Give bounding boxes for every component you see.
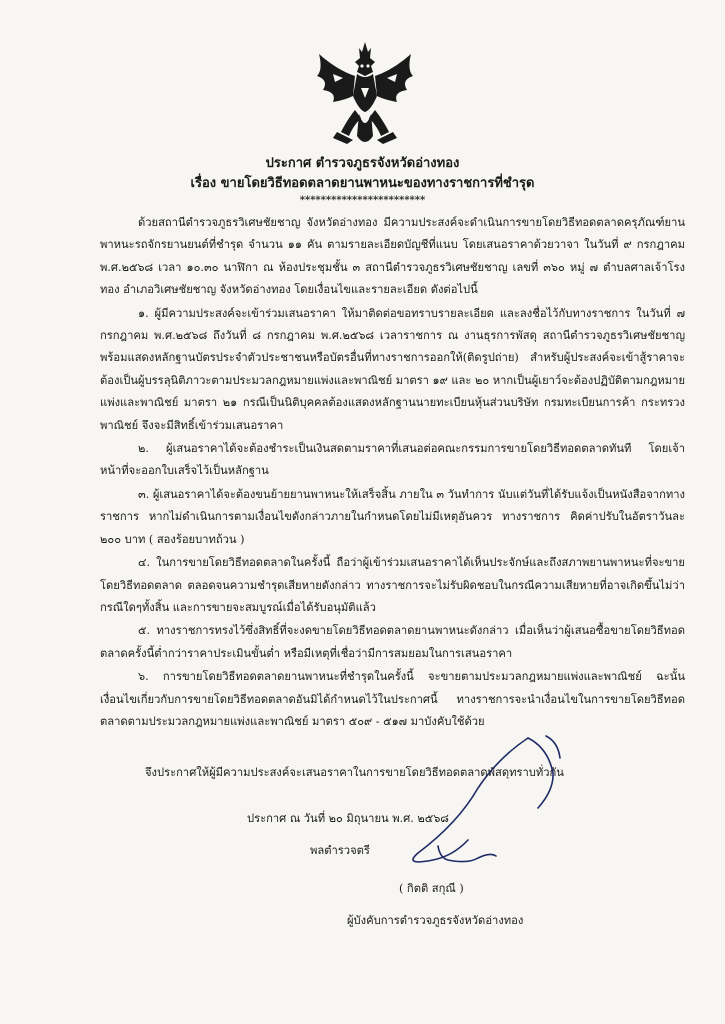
- intro-paragraph: ด้วยสถานีตำรวจภูธรวิเศษชัยชาญ จังหวัดอ่างทอง มีความประสงค์จะดำเนินการขายโดยวิธีทอดตลาดครุภัณฑ์ยานพาหนะรถจักรยานยนต์ที่ชำรุด จำนวน ๑๑ คัน ตามรายละเอียดบัญชีที่แนบ โดยเสนอราคาด้วยวาจา ในวันที่ ๙ กรกฎาคม พ.ศ.๒๕๖๘ เวลา ๑๐.๓๐ นาฬิกา ณ ห้องประชุมชั้น ๓ สถานีตำรวจภูธรวิเศษชัยชาญ เลขที่ ๓๖๐ หมู่ ๗ ตำบลศาลเจ้าโรงทอง อำเภอวิเศษชัยชาญ จังหวัดอ่างทอง โดยเงื่อนไขและรายละเอียด ดังต่อไปนี้: [100, 216, 685, 297]
- signatory-rank: พลตำรวจตรี: [310, 844, 370, 857]
- signatory-position: ผู้บังคับการตำรวจภูธรจังหวัดอ่างทอง: [347, 914, 524, 927]
- clause-4: ๔. ในการขายโดยวิธีทอดตลาดในครั้งนี้ ถือว่าผู้เข้าร่วมเสนอราคาได้เห็นประจักษ์และถึงสภาพยานพาหนะที่จะขายโดยวิธีทอดตลาด ตลอดจนความชำรุดเสียหายดังกล่าว ทางราชการจะไม่รับผิดชอบในกรณีความเสียหายที่อาจเกิดขึ้นไม่ว่ากรณีใดๆทั้งสิ้น และการขายจะสมบูรณ์เมื่อได้รับอนุมัติแล้ว: [100, 556, 685, 614]
- announcement-date: ประกาศ ณ วันที่ ๒๐ มิถุนายน พ.ศ. ๒๕๖๘: [247, 812, 449, 825]
- closing-statement: จึงประกาศให้ผู้มีความประสงค์จะเสนอราคาในการขายโดยวิธีทอดตลาดพัสดุทราบทั่วกัน: [145, 766, 564, 779]
- signatory-name: ( กิตติ สกุณี ): [399, 882, 464, 895]
- clause-1: ๑. ผู้มีความประสงค์จะเข้าร่วมเสนอราคา ให้มาติดต่อขอทราบรายละเอียด และลงชื่อไว้กับทางราชการ ในวันที่ ๗ กรกฎาคม พ.ศ.๒๕๖๘ ถึงวันที่ ๘ กรกฎาคม พ.ศ.๒๕๖๘ เวลาราชการ ณ งานธุรการพัสดุ สถานีตำรวจภูธรวิเศษชัยชาญ พร้อมแสดงหลักฐานบัตรประจำตัวประชาชนหรือบัตรอื่นที่ทางราชการออกให้(ติดรูปถ่าย) สำหรับผู้ประสงค์จะเข้าสู้ราคาจะต้องเป็นผู้บรรลุนิติภาวะตามประมวลกฎหมายแพ่งและพาณิชย์ มาตรา ๑๙ และ ๒๐ หากเป็นผู้เยาว์จะต้องปฏิบัติตามกฎหมายแพ่งและพาณิชย์ มาตรา ๒๑ กรณีเป็นนิติบุคคลต้องแสดงหลักฐานนายทะเบียนหุ้นส่วนบริษัท กรมทะเบียนการค้า กระทรวงพาณิชย์ จึงจะมีสิทธิ์เข้าร่วมเสนอราคา: [100, 306, 685, 432]
- clause-6: ๖. การขายโดยวิธีทอดตลาดยานพาหนะที่ชำรุดในครั้งนี้ จะขายตามประมวลกฎหมายแพ่งและพาณิชย์ ฉะนั้นเงื่อนไขเกี่ยวกับการขายโดยวิธีทอดตลาดอันมิได้กำหนดไว้ในประกาศนี้ ทางราชการจะนำเงื่อนไขในการขายโดยวิธีทอดตลาดตามประมวลกฎหมายแพ่งและพาณิชย์ มาตรา ๕๐๙ - ๕๑๗ มาบังคับใช้ด้วย: [100, 670, 685, 728]
- separator-line: ************************: [299, 195, 426, 206]
- announcement-body: [100, 212, 685, 734]
- garuda-emblem: [313, 40, 417, 152]
- clause-5: ๕. ทางราชการทรงไว้ซึ่งสิทธิ์ที่จะงดขายโดยวิธีทอดตลาดยานพาหนะดังกล่าว เมื่อเห็นว่าผู้เสนอซื้อขายโดยวิธีทอดตลาดครั้งนี้ต่ำกว่าราคาประเมินขั้นต่ำ หรือมีเหตุที่เชื่อว่ามีการสมยอมในการเสนอราคา: [100, 624, 685, 660]
- clause-2: ๒. ผู้เสนอราคาได้จะต้องชำระเป็นเงินสดตามราคาที่เสนอต่อคณะกรรมการขายโดยวิธีทอดตลาดทันที โดยเจ้าหน้าที่จะออกใบเสร็จไว้เป็นหลักฐาน: [100, 442, 685, 478]
- handwritten-signature: [378, 728, 568, 893]
- announcement-subject: เรื่อง ขายโดยวิธีทอดตลาดยานพาหนะของทางราชการที่ชำรุด: [190, 176, 535, 191]
- announcement-title: ประกาศ ตำรวจภูธรจังหวัดอ่างทอง: [265, 156, 460, 171]
- clause-3: ๓. ผู้เสนอราคาได้จะต้องขนย้ายยานพาหนะให้เสร็จสิ้น ภายใน ๓ วันทำการ นับแต่วันที่ได้รับแจ้งเป็นหนังสือจากทางราชการ หากไม่ดำเนินการตามเงื่อนไขดังกล่าวภายในกำหนดโดยไม่มีเหตุอันควร ทางราชการ คิดค่าปรับในอัตราวันละ ๒๐๐ บาท ( สองร้อยบาทถ้วน ): [100, 487, 685, 546]
